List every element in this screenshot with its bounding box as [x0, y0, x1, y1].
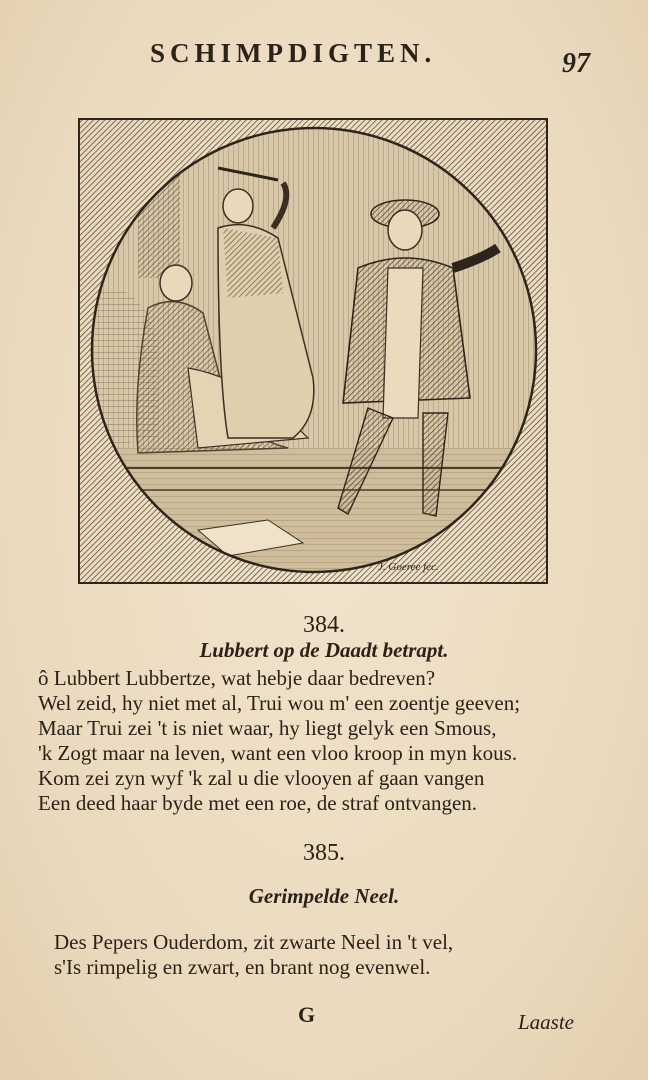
poem-title-384: Lubbert op de Daadt betrapt.	[199, 638, 449, 662]
verse-line: Kom zei zyn wyf 'k zal u die vlooyen af gaan vangen	[38, 766, 485, 790]
engraver-signature: J. Goeree fec.	[378, 561, 439, 573]
page-number: 97	[562, 48, 590, 79]
catchword: Laaste	[518, 1010, 575, 1034]
verse-line: Wel zeid, hy niet met al, Trui wou m' een zoentje geeven;	[38, 691, 521, 715]
poem-body-384	[38, 666, 618, 816]
verse-line: 'k Zogt maar na leven, want een vloo kroop in myn kous.	[38, 741, 518, 765]
engraving-plate	[78, 118, 548, 584]
verse-line: Des Pepers Ouderdom, zit zwarte Neel in 't vel,	[54, 930, 454, 954]
poem-body-385	[54, 930, 634, 980]
verse-line: ô Lubbert Lubbertze, wat hebje daar bedreven?	[38, 666, 436, 690]
signature-mark: G	[298, 1002, 316, 1027]
verse-line: Een deed haar byde met een roe, de straf ontvangen.	[38, 791, 478, 815]
verse-line: Maar Trui zei 't is niet waar, hy liegt gelyk een Smous,	[38, 716, 497, 740]
poem-title-385: Gerimpelde Neel.	[248, 884, 400, 908]
poem-number-385: 385.	[303, 840, 345, 866]
engraving-illustration	[78, 118, 548, 584]
running-head: SCHIMPDIGTEN.	[150, 38, 437, 68]
verse-line: s'Is rimpelig en zwart, en brant nog evenwel.	[54, 955, 431, 979]
poem-number-384: 384.	[303, 612, 345, 638]
